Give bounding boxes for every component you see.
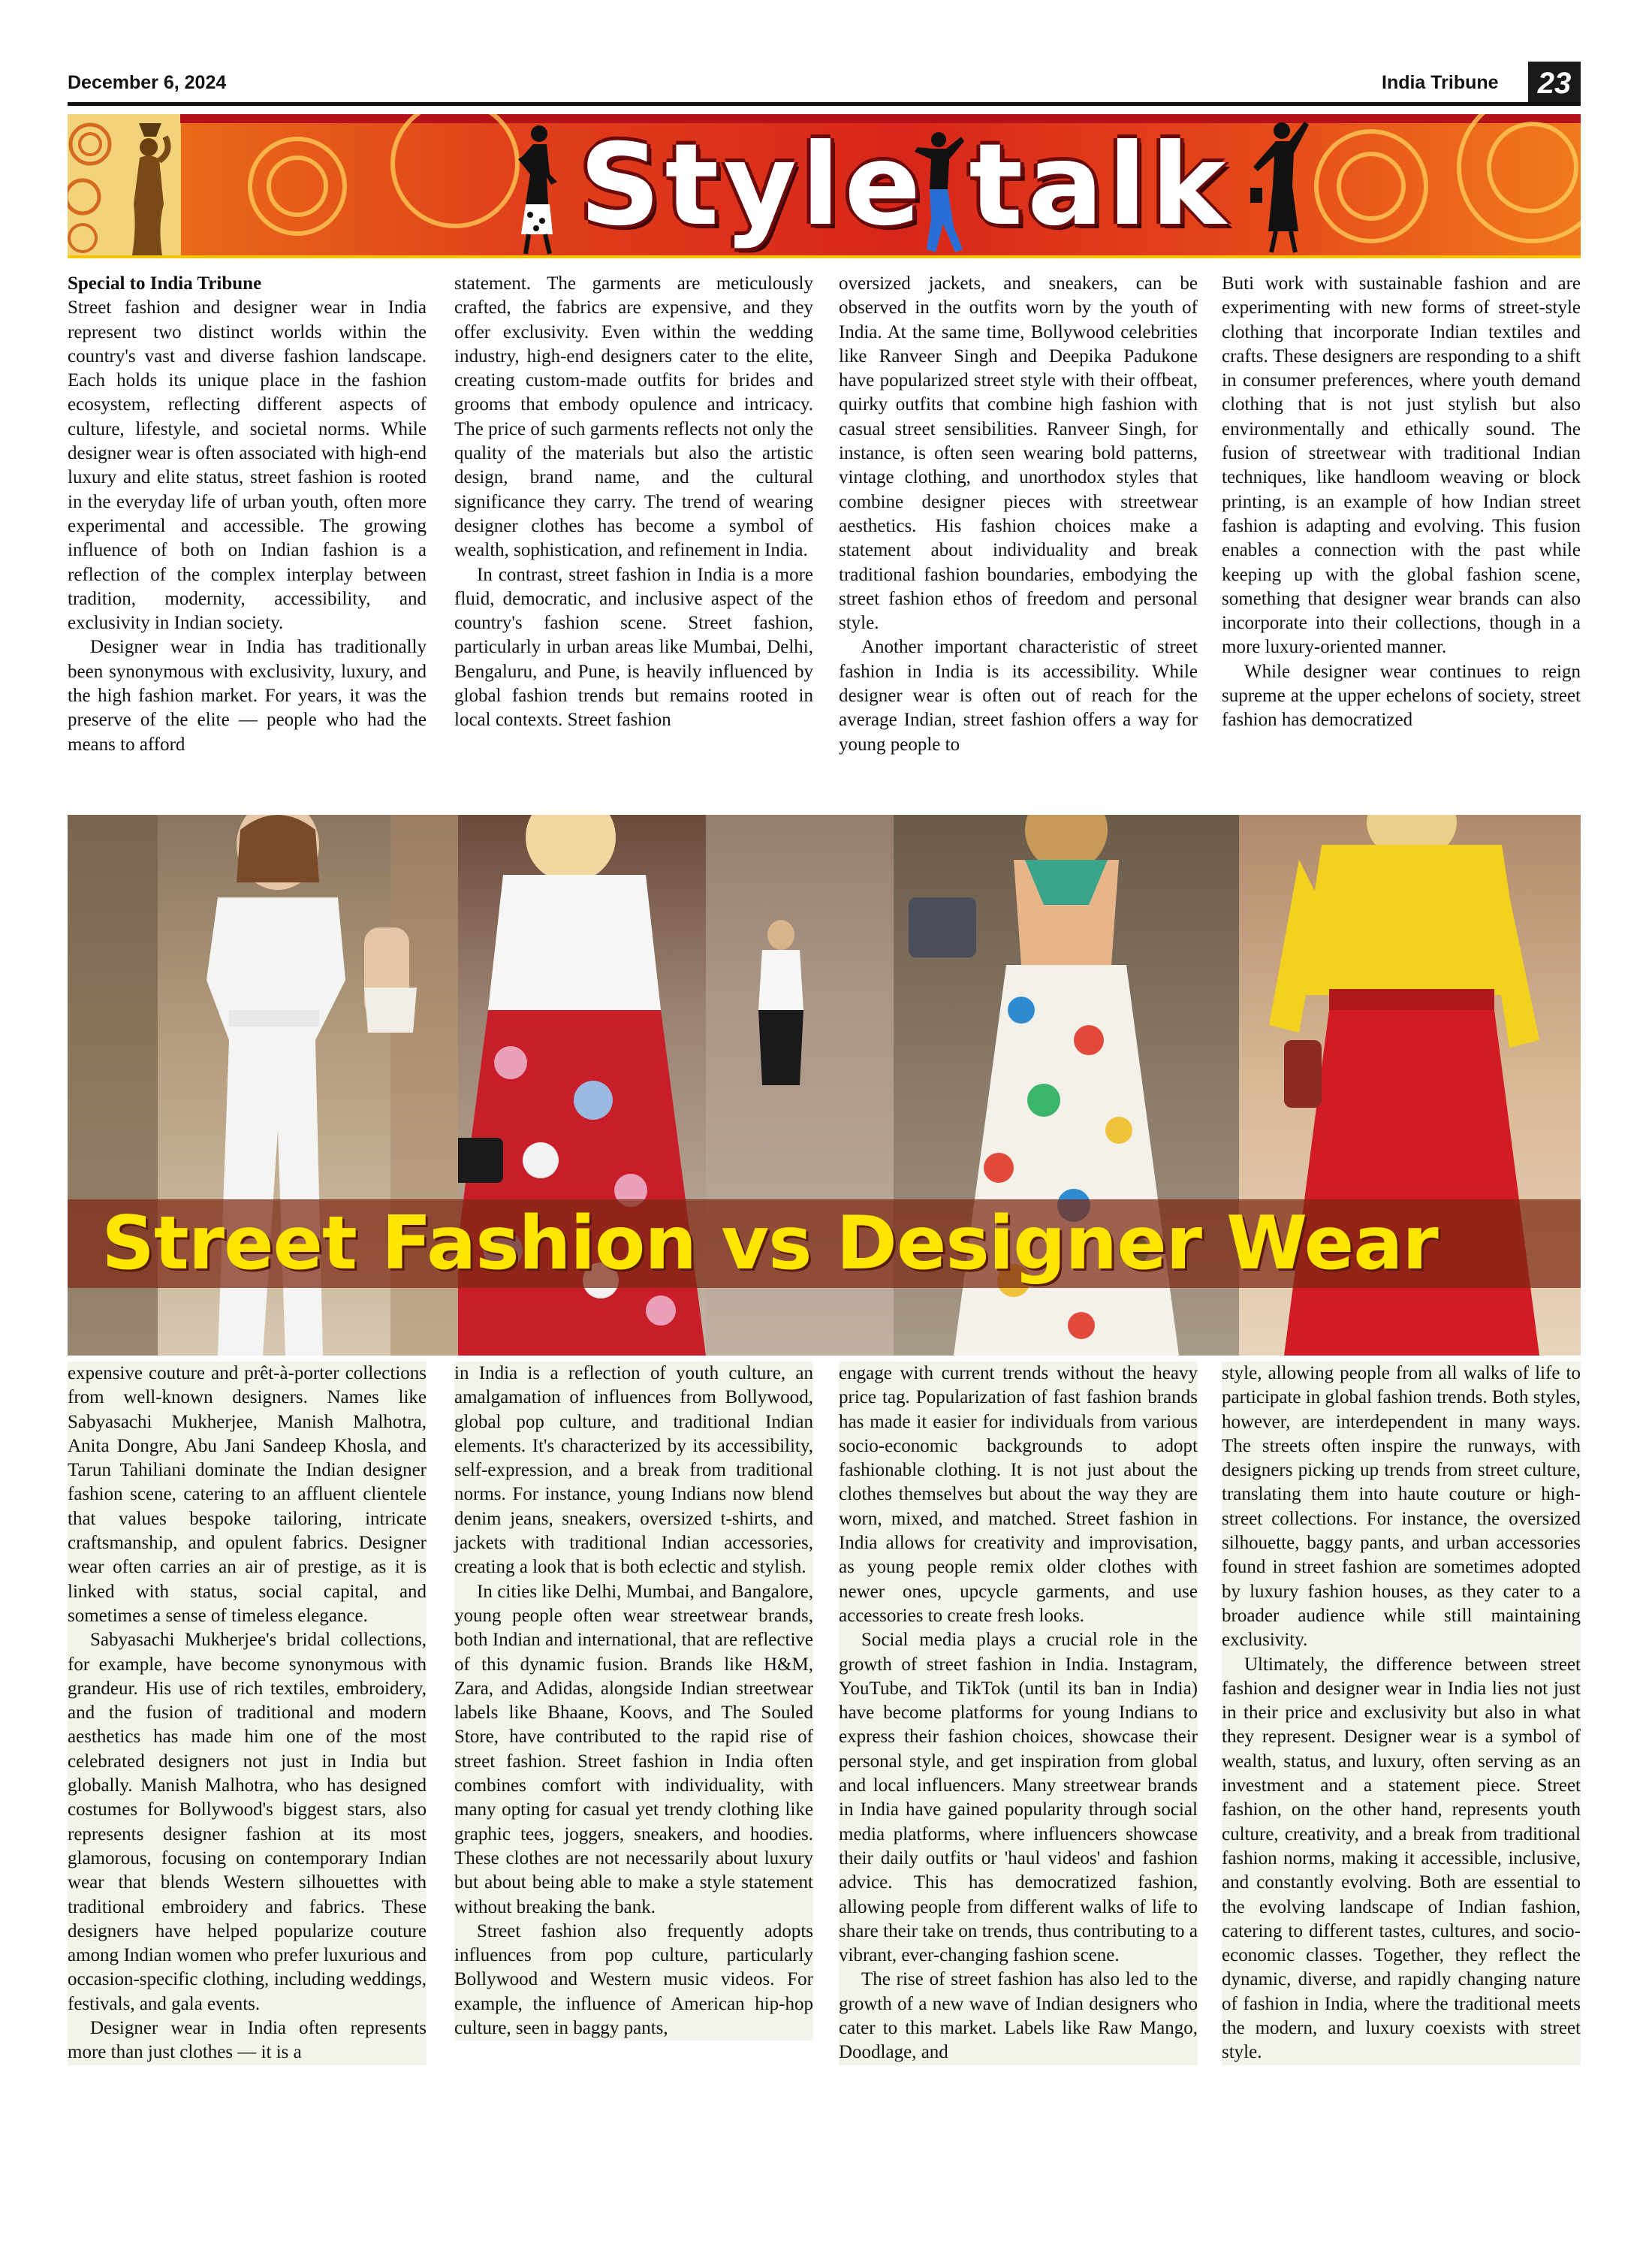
page-number: 23 <box>1528 62 1581 105</box>
dancer-silhouette-icon <box>1235 119 1318 254</box>
article-paragraph: In contrast, street fashion in India is a more fluid, democratic, and inclusive aspect of the country's fashion scene. Street fashion, particularly in urban areas like Mumbai, Delhi, Bengaluru, and Pune, is heavily influenced by global fashion trends but remains rooted in local contexts. Street fashion <box>454 564 813 731</box>
article-paragraph: Sabyasachi Mukherjee's bridal collections, for example, have become synonymous with grandeur. His use of rich textiles, embroidery, and the fusion of traditional and modern aesthetics has made him one of the most celebrated designers not just in India but globally. Manish Malhotra, who has designed costumes for Bollywood's biggest stars, also represents designer fashion at its most glamorous, focusing on contemporary Indian wear that blends Western silhouettes with traditional embroidery and fabrics. These designers have helped popularize couture among Indian women who prefer luxurious and occasion-specific clothing, including weddings, festivals, and gala events. <box>68 1630 427 2014</box>
article-column <box>68 1362 427 2065</box>
article-paragraph: Street fashion also frequently adopts influences from pop culture, particularly Bollywood and Western music videos. For example, the influence of American hip-hop culture, seen in baggy pants, <box>454 1920 813 2039</box>
article-paragraph: oversized jackets, and sneakers, can be observed in the outfits worn by the youth of India. At the same time, Bollywood celebrities like Ranveer Singh and Deepika Padukone have popularized street style with their offbeat, quirky outfits that combine high fashion with casual street sensibilities. Ranveer Singh, for instance, is often seen wearing bold patterns, vintage clothing, and unorthodox styles that combine designer pieces with streetwear aesthetics. His fashion choices make a statement about individuality and break traditional fashion boundaries, embodying the street fashion ethos of freedom and personal style. <box>839 273 1198 634</box>
article-paragraph: While designer wear continues to reign supreme at the upper echelons of society, street fashion has democratized <box>1222 661 1581 731</box>
article-paragraph: expensive couture and prêt-à-porter collections from well-known designers. Names like Sabyasachi Mukherjee, Manish Malhotra, Anita Dongre, Abu Jani Sandeep Khosla, and Tarun Tahiliani dominate the Indian designer fashion scene, catering to an affluent clientele that values bespoke tailoring, intricate craftsmanship, and opulent fabrics. Designer wear often carries an air of prestige, as it is linked with status, social capital, and sometimes a sense of timeless elegance. <box>68 1363 427 1626</box>
article-column <box>454 1362 813 2040</box>
section-title: Style talk <box>579 120 1231 251</box>
article-paragraph: statement. The garments are meticulously crafted, the fabrics are expensive, and they offer exclusivity. Even within the wedding industry, high-end designers cater to the elite, creating custom-made outfits for brides and grooms that embody opulence and intricacy. The price of such garments reflects not only the quality of the materials but also the artistic design, brand name, and the cultural significance they carry. The trend of wearing designer clothes has become a symbol of wealth, sophistication, and refinement in India. <box>454 273 813 561</box>
ring-decoration <box>267 155 328 217</box>
article-paragraph: Street fashion and designer wear in India represent two distinct worlds within the country's vast and diverse fashion landscape. Each holds its unique place in the fashion ecosystem, reflecting different aspects of culture, lifestyle, and societal norms. While designer wear is often associated with high-end luxury and elite status, street fashion is rooted in the everyday life of urban youth, often more experimental and accessible. The growing influence of both on Indian fashion is a reflection of the complex interplay between tradition, modernity, accessibility, and exclusivity in Indian society. <box>68 297 427 634</box>
article-paragraph: style, allowing people from all walks of life to participate in global fashion trends. Both styles, however, are interdependent in many ways. The streets often inspire the runways, with designers picking up trends from street culture, translating them into haute couture or high-street collections. For instance, the oversized silhouette, baggy pants, and urban accessories found in street fashion are sometimes adopted by luxury fashion houses, as they cater to a broader audience while still maintaining exclusivity. <box>1222 1363 1581 1651</box>
article-paragraph: Designer wear in India has traditionally been synonymous with exclusivity, luxury, and the high fashion market. For years, it was the preserve of the elite — people who had the means to afford <box>68 637 427 755</box>
article-column <box>1222 1362 1581 2065</box>
article-paragraph: engage with current trends without the heavy price tag. Popularization of fast fashion brands has made it easier for individuals from various socio-economic backgrounds to adopt fashionable clothing. It is not just about the clothes themselves but about the way they are worn, mixed, and matched. Street fashion in India allows for creativity and improvisation, as young people remix older clothes with newer ones, upcycle garments, and use accessories to create fresh looks. <box>839 1363 1198 1626</box>
ring-decoration <box>390 114 520 228</box>
section-banner <box>68 114 1581 258</box>
article-paragraph: Buti work with sustainable fashion and are experimenting with new forms of street-style clothing that incorporate Indian textiles and crafts. These designers are responding to a shift in consumer preferences, where youth demand clothing that is not just stylish but also environmentally and ethically sound. The fusion of streetwear with traditional Indian techniques, like handloom weaving or block printing, is an example of how Indian street fashion is adapting and evolving. This fusion enables a connection with the past while keeping up with the global fashion scene, something that designer wear brands can also incorporate into their collections, though in a more luxury-oriented manner. <box>1222 273 1581 658</box>
ring-decoration <box>1337 152 1406 221</box>
article-paragraph: Social media plays a crucial role in the growth of street fashion in India. Instagram, YouTube, and TikTok (until its ban in India) have become platforms for young Indians to express their fashion choices, showcase their personal style, and get inspiration from global and local influencers. Many streetwear brands in India have gained popularity through social media platforms, where influencers showcase their daily outfits or 'haul videos' and fashion advice. This has democratized fashion, allowing people from different walks of life to share their take on trends, thus contributing to a vibrant, ever-changing fashion scene. <box>839 1630 1198 1966</box>
article-paragraph: Designer wear in India often represents more than just clothes — it is a <box>68 2018 427 2063</box>
dancer-silhouette-icon <box>503 122 571 255</box>
article-paragraph: In cities like Delhi, Mumbai, and Bangalore, young people often wear streetwear brands, both Indian and international, that are reflective of this dynamic fusion. Brands like H&M, Zara, and Adidas, alongside Indian streetwear labels like Bhaane, Koovs, and The Souled Store, have contributed to the rapid rise of street fashion. Street fashion in India often combines comfort with individuality, with many opting for casual yet trendy clothing like graphic tees, joggers, sneakers, and hoodies. These clothes are not necessarily about luxury but about being able to make a style statement without breaking the bank. <box>454 1581 813 1917</box>
article-paragraph: Ultimately, the difference between street fashion and designer wear in India lies not just in their price and exclusivity but also in what they represent. Designer wear is a symbol of wealth, status, and luxury, often serving as an investment and a statement piece. Street fashion, on the other hand, represents youth culture, creativity, and a break from traditional fashion norms, making it accessible, inclusive, and constantly evolving. Both are essential to the evolving landscape of Indian fashion, catering to different tastes, cultures, and socio-economic classes. Together, they reflect the dynamic, diverse, and rapidly changing nature of fashion in India, where the traditional meets the modern, and luxury coexists with street style. <box>1222 1654 1581 2063</box>
byline: Special to India Tribune <box>68 273 262 294</box>
issue-date: December 6, 2024 <box>68 72 227 93</box>
article-column <box>839 272 1198 757</box>
article-paragraph: Another important characteristic of street fashion in India is its accessibility. While designer wear is often out of reach for the average Indian, street fashion offers a way for young people to <box>839 637 1198 755</box>
article-column <box>454 272 813 733</box>
photo-caption: Street Fashion vs Designer Wear <box>101 1201 1438 1286</box>
fashion-photo <box>68 815 1581 1356</box>
publication-name: India Tribune <box>1382 72 1499 93</box>
woman-pot-illustration <box>68 114 180 255</box>
header-rule <box>68 102 1581 106</box>
ring-decoration <box>1487 122 1578 213</box>
article-paragraph: in India is a reflection of youth culture, an amalgamation of influences from Bollywood, global pop culture, and traditional Indian elements. It's characterized by its accessibility, self-expression, and a break from traditional norms. For instance, young Indians now blend denim jeans, sneakers, oversized t-shirts, and jackets with traditional Indian accessories, creating a look that is both eclectic and stylish. <box>454 1363 813 1578</box>
fan-decoration <box>68 114 180 255</box>
article-column <box>1222 272 1581 733</box>
article-paragraph: The rise of street fashion has also led to the growth of a new wave of Indian designers who cater to this market. Labels like Raw Mango, Doodlage, and <box>839 1969 1198 2063</box>
article-column <box>68 272 427 757</box>
article-column <box>839 1362 1198 2065</box>
